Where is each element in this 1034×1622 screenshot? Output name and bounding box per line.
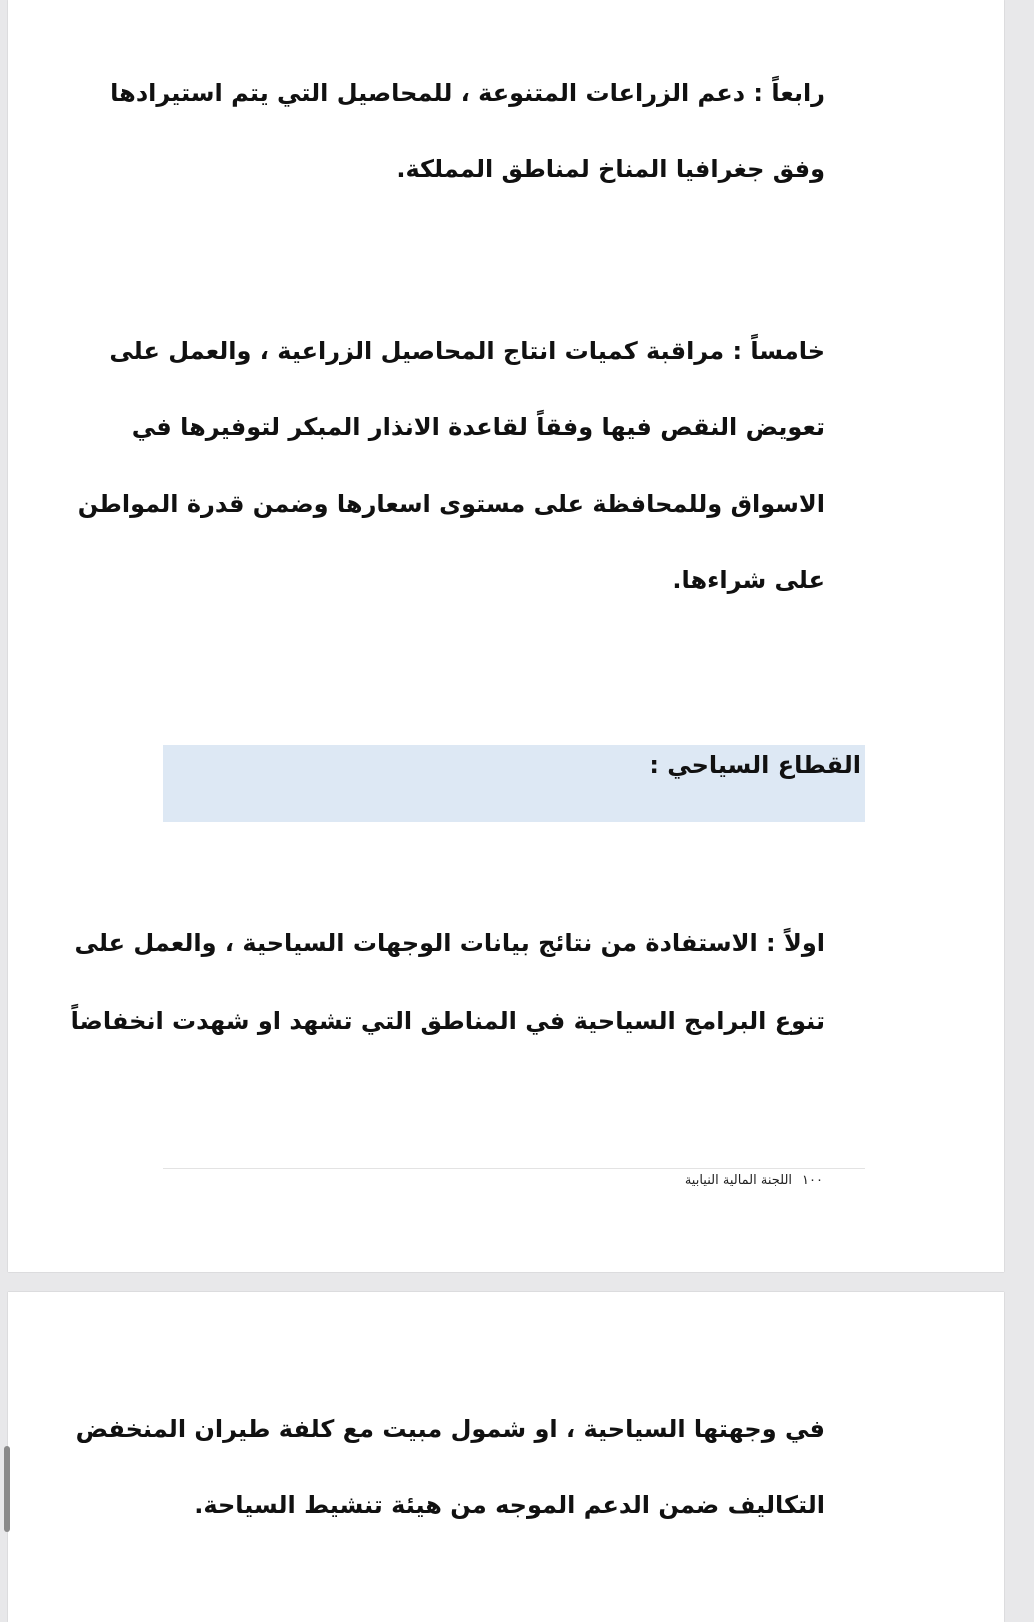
section-heading-band bbox=[163, 745, 865, 822]
paragraph-line: في وجهتها السياحية ، او شمول مبيت مع كلفة طيران المنخفض bbox=[75, 1415, 825, 1443]
document-page-1 bbox=[8, 0, 1004, 1272]
footer-divider bbox=[163, 1168, 865, 1169]
page-number: ١٠٠ bbox=[802, 1173, 823, 1188]
scrollbar-thumb[interactable] bbox=[4, 1446, 10, 1532]
paragraph-line: اولاً : الاستفادة من نتائج بيانات الوجهات السياحية ، والعمل على bbox=[74, 929, 825, 957]
section-heading: القطاع السياحي : bbox=[649, 751, 861, 779]
paragraph-line: خامساً : مراقبة كميات انتاج المحاصيل الزراعية ، والعمل على bbox=[109, 337, 825, 365]
paragraph-line: رابعاً : دعم الزراعات المتنوعة ، للمحاصيل التي يتم استيرادها bbox=[110, 79, 825, 107]
paragraph-line: الاسواق وللمحافظة على مستوى اسعارها وضمن قدرة المواطن bbox=[77, 490, 825, 518]
paragraph-line: على شراءها. bbox=[672, 566, 825, 594]
paragraph-line: وفق جغرافيا المناخ لمناطق المملكة. bbox=[396, 155, 825, 183]
page-footer bbox=[685, 1172, 823, 1190]
paragraph-line: تعويض النقص فيها وفقاً لقاعدة الانذار المبكر لتوفيرها في bbox=[131, 413, 825, 441]
paragraph-line: تنوع البرامج السياحية في المناطق التي تشهد او شهدت انخفاضاً bbox=[70, 1007, 825, 1035]
paragraph-line: التكاليف ضمن الدعم الموجه من هيئة تنشيط السياحة. bbox=[194, 1491, 825, 1519]
document-page-2 bbox=[8, 1292, 1004, 1622]
footer-committee-name: اللجنة المالية النيابية bbox=[684, 1173, 793, 1188]
